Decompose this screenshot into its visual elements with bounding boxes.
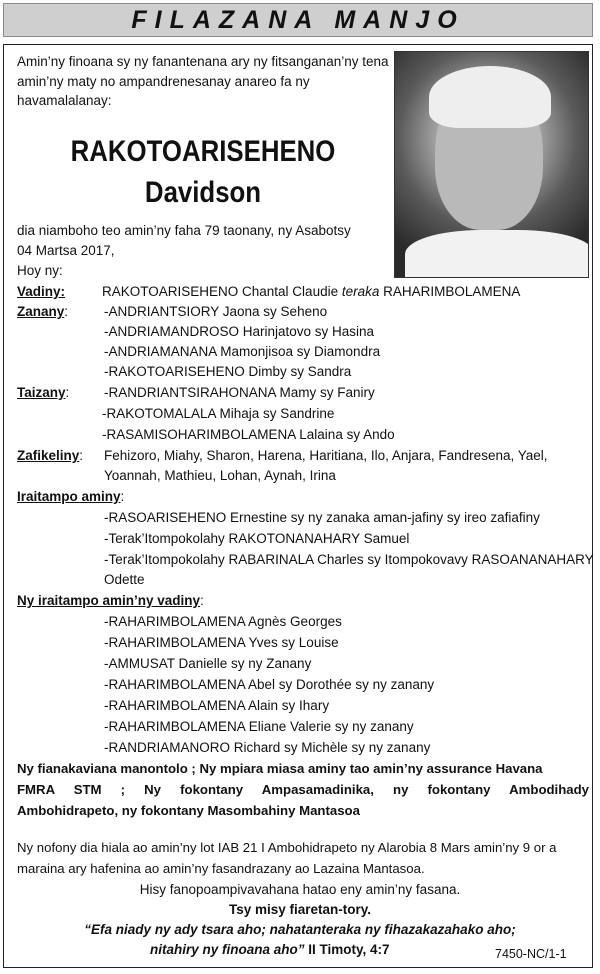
family-line-3: Ambohidrapeto, ny fokontany Masombahiny Mantasoa <box>17 803 360 818</box>
family-line-2: FMRA STM ; Ny fokontany Ampasamadinika, ny fokontany Ambodihady <box>17 782 589 797</box>
portrait-photo <box>394 51 589 278</box>
iraitampo-item: Odette <box>104 572 145 587</box>
no-vigil-note: Tsy misy fiaretan-tory. <box>228 902 372 917</box>
verse-reference: II Timoty, 4:7 <box>304 942 390 957</box>
taizany-label: Taizany <box>17 385 66 400</box>
iraitampo-vadiny-item: -AMMUSAT Danielle sy ny Zanany <box>104 656 312 671</box>
verse-line-1: “Efa niady ny ady tsara aho; nahatanteraka ny fihazakazahako aho; <box>84 922 516 937</box>
iraitampo-colon: : <box>120 489 125 504</box>
taizany-item: -RASAMISOHARIMBOLAMENA Lalaina sy Ando <box>102 427 395 442</box>
zafikeliny-label: Zafikeliny <box>17 448 80 463</box>
portrait-shirt <box>405 230 589 278</box>
verse-line-2 <box>150 940 390 960</box>
deceased-firstname: Davidson <box>144 176 262 209</box>
zafikeliny-line-2: Yoannah, Mathieu, Lohan, Aynah, Irina <box>104 468 336 483</box>
zafikeliny-colon: : <box>79 448 84 463</box>
hoy-ny: Hoy ny: <box>17 263 63 278</box>
zanany-colon: : <box>64 304 69 319</box>
iraitampo-vadiny-item: -RAHARIMBOLAMENA Alain sy Ihary <box>104 698 330 713</box>
taizany-item: -RAKOTOMALALA Mihaja sy Sandrine <box>102 406 335 421</box>
iraitampo-label-row <box>17 487 124 507</box>
portrait-hair <box>429 66 551 128</box>
vadiny-teraka: teraka <box>341 284 380 299</box>
death-line-1: dia niamboho teo amin’ny faha 79 taonany, ny Asabotsy <box>17 223 351 238</box>
vadiny-maiden: RAHARIMBOLAMENA <box>379 284 521 299</box>
prayer-note: Hisy fanopoampivavahana hatao eny amin’ny fasana. <box>139 882 461 897</box>
header-banner <box>3 3 593 37</box>
iraitampo-vadiny-label-row <box>17 591 204 611</box>
iraitampo-vadiny-item: -RAHARIMBOLAMENA Abel sy Dorothée sy ny zanany <box>104 677 435 692</box>
vadiny-name: RAKOTOARISEHENO Chantal Claudie <box>102 284 342 299</box>
iraitampo-vadiny-item: -RAHARIMBOLAMENA Agnès Georges <box>104 614 342 629</box>
zanany-label: Zanany <box>17 304 65 319</box>
zanany-item: -RAKOTOARISEHENO Dimby sy Sandra <box>104 364 352 379</box>
taizany-label-row <box>17 383 69 403</box>
family-line-1: Ny fianakaviana manontolo ; Ny mpiara miasa aminy tao amin’ny assurance Havana <box>17 761 543 776</box>
iraitampo-vadiny-label: Ny iraitampo amin’ny vadiny <box>17 593 201 608</box>
intro-text: Amin’ny finoana sy ny fanantenana ary ny fitsanganan’ny tena amin’ny maty no ampandrenesanay anareo fa ny havamalalanay: <box>17 54 389 108</box>
death-line-2: 04 Martsa 2017, <box>17 243 115 258</box>
iraitampo-label: Iraitampo aminy <box>17 489 121 504</box>
iraitampo-vadiny-item: -RAHARIMBOLAMENA Yves sy Louise <box>104 635 339 650</box>
vadiny-label: Vadiny: <box>17 284 66 299</box>
iraitampo-item: -Terak’Itompokolahy RABARINALA Charles sy Itompokovavy RASOANANAHARY <box>104 552 594 567</box>
banner-title: FILAZANA MANJO <box>131 5 465 34</box>
zanany-item: -ANDRIAMANANA Mamonjisoa sy Diamondra <box>104 344 381 359</box>
taizany-item: -RANDRIANTSIRAHONANA Mamy sy Faniry <box>104 385 375 400</box>
vadiny-value <box>102 282 520 302</box>
iraitampo-vadiny-item: -RANDRIAMANORO Richard sy Michèle sy ny zanany <box>104 740 431 755</box>
vadiny-row <box>17 282 65 302</box>
iraitampo-vadiny-item: -RAHARIMBOLAMENA Eliane Valerie sy ny zanany <box>104 719 414 734</box>
zafikeliny-line-1: Fehizoro, Miahy, Sharon, Harena, Haritiana, Ilo, Anjara, Fandresena, Yael, <box>104 448 548 463</box>
reference-code: 7450-NC/1-1 <box>495 947 567 961</box>
zafikeliny-label-row <box>17 446 83 466</box>
zanany-label-row <box>17 302 68 322</box>
iraitampo-vadiny-colon: : <box>200 593 204 608</box>
zanany-item: -ANDRIANTSIORY Jaona sy Seheno <box>104 304 328 319</box>
zanany-item: -ANDRIAMANDROSO Harinjatovo sy Hasina <box>104 324 375 339</box>
verse-text: nitahiry ny finoana aho” <box>150 942 305 957</box>
burial-line-1: Ny nofony dia hiala ao amin’ny lot IAB 21 I Ambohidrapeto ny Alarobia 8 Mars amin’ny 9 or a <box>17 840 557 855</box>
taizany-colon: : <box>65 385 70 400</box>
deceased-surname: RAKOTOARISEHENO <box>70 135 336 168</box>
iraitampo-item: -RASOARISEHENO Ernestine sy ny zanaka aman-jafiny sy ireo zafiafiny <box>104 510 540 525</box>
burial-line-2: maraina ary hafenina ao amin’ny fasandrazany ao Lazaina Mantasoa. <box>17 861 425 876</box>
iraitampo-item: -Terak’Itompokolahy RAKOTONANAHARY Samuel <box>104 531 410 546</box>
